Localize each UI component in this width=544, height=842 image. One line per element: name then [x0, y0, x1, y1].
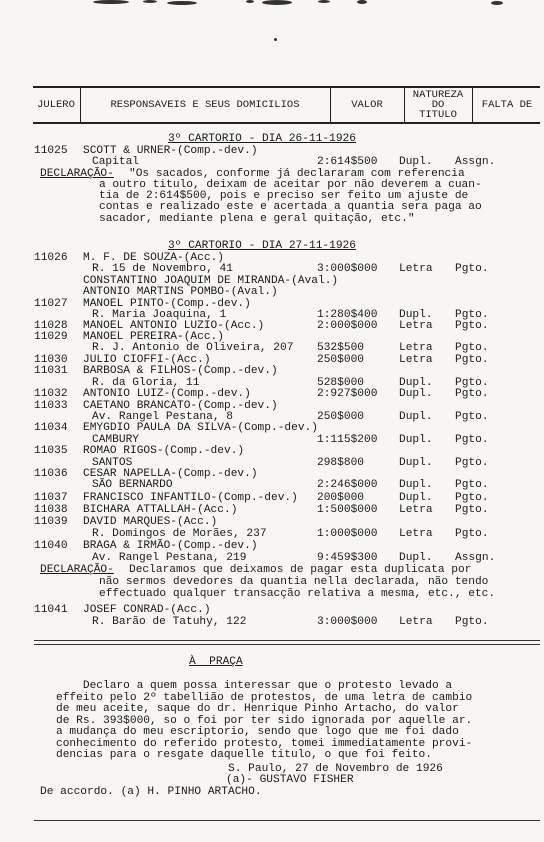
entry-nature: Dupl. — [399, 434, 433, 446]
entry-number: 11029 — [34, 331, 68, 343]
entry-responsible: SCOTT & URNER-(Comp.-dev.) — [83, 145, 258, 157]
entry-number: 11036 — [34, 468, 68, 480]
declaration-text: Declaramos que deixamos de pagar esta duplicata por — [129, 564, 472, 576]
entry-status: Assgn. — [455, 156, 496, 168]
table-header — [33, 86, 540, 124]
entry-responsible: Av. Rangel Pestana, 219 — [92, 552, 247, 564]
praca-body-line: de Rs. 393$000, so o foi por ter sido ignorada por aquelle ar. — [56, 714, 473, 727]
entry-status: Pgto. — [455, 492, 489, 504]
entry-value: 528$000 — [317, 377, 364, 389]
declaration-label: DECLARAÇÃO- — [40, 564, 114, 576]
praca-body-line: dencias para o resgate daquelle titulo, o que foi feito. — [56, 749, 432, 761]
entry-responsible: SANTOS — [92, 457, 133, 469]
entry-responsible: BARBOSA & FILHOS-(Comp.-dev.) — [83, 365, 278, 377]
entry-responsible: MANOEL PINTO-(Comp.-dev.) — [83, 298, 251, 310]
entry-number: 11028 — [34, 320, 68, 332]
praca-heading: À PRAÇA — [189, 656, 243, 668]
entry-value: 250$000 — [317, 354, 364, 366]
entry-number: 11037 — [34, 492, 68, 504]
entry-status: Pgto. — [455, 616, 489, 628]
divider — [34, 640, 540, 641]
declaration-text: sacador, mediante plena e geral quitação, etc." — [99, 213, 415, 225]
entry-status: Pgto. — [455, 411, 489, 423]
entry-responsible: R. Domingos de Morães, 237 — [92, 528, 267, 540]
entry-status: Pgto. — [455, 504, 489, 516]
entry-nature: Letra — [399, 354, 433, 366]
entry-responsible: R. 15 de Novembro, 41 — [92, 263, 233, 275]
entry-number: 11032 — [34, 388, 68, 400]
entry-responsible: Capital — [92, 156, 139, 168]
place-date: S. Paulo, 27 de Novembro de 1926 — [228, 763, 443, 775]
entry-responsible: CAMBURY — [92, 434, 139, 446]
entry-number: 11033 — [34, 400, 68, 412]
entry-responsible: CAETANO BRANCATO-(Comp.-dev.) — [83, 400, 278, 412]
entry-number: 11041 — [34, 604, 68, 616]
entry-value: 2:000$000 — [317, 320, 378, 332]
entry-status: Pgto. — [455, 457, 489, 469]
declaration-text: "Os sacados, conforme já declararam com referencia — [129, 168, 465, 180]
praca-body-line: effeito pelo 2º tabellião de protestos, de uma letra de cambio — [56, 691, 473, 704]
entry-number: 11026 — [34, 252, 68, 264]
entry-value: 200$000 — [317, 492, 364, 504]
entry-responsible: FRANCISCO INFANTILO-(Comp.-dev.) — [83, 492, 298, 504]
entry-value: 9:459$300 — [317, 552, 378, 564]
header-falta: FALTA DE — [481, 99, 533, 111]
entry-number: 11025 — [34, 145, 68, 157]
entry-status: Pgto. — [455, 342, 489, 354]
entry-value: 3:000$000 — [317, 616, 378, 628]
praca-body-line: Declaro a quem possa interessar que o protesto levado a — [56, 680, 453, 692]
section-heading: 3º CARTORIO - DIA 26-11-1926 — [168, 133, 356, 145]
declaration-text: não sermos devedores da quantia nella declarada, não tendo — [99, 576, 489, 588]
praca-body-line: de meu aceite, saque do dr. Henrique Pinho Artacho, do valor — [56, 703, 459, 715]
entry-value: 250$000 — [317, 411, 364, 423]
entry-nature: Letra — [399, 528, 433, 540]
declaration-text: effectuado qualquer transacção relativa a mesma, etc., etc. — [99, 588, 496, 600]
entry-responsible: CONSTANTINO JOAQUIM DE MIRANDA-(Aval.) — [83, 275, 339, 287]
signature: (a)- GUSTAVO FISHER — [226, 774, 354, 786]
entry-responsible: M. F. DE SOUZA-(Acc.) — [83, 252, 224, 264]
praca-body-line: a mudança do meu escriptorio, sendo que logo que me foi dado — [56, 726, 459, 738]
entry-responsible: ANTONIO LUIZ-(Comp.-dev.) — [83, 388, 251, 400]
entry-value: 2:614$500 — [317, 156, 378, 168]
entry-responsible: R. Maria Joaquina, 1 — [92, 309, 227, 321]
entry-value: 2:927$000 — [317, 388, 378, 400]
entry-nature: Dupl. — [399, 457, 433, 469]
entry-responsible: ANTONIO MARTINS POMBO-(Aval.) — [83, 286, 278, 298]
entry-responsible: SÃO BERNARDO — [92, 479, 173, 491]
entry-value: 1:500$000 — [317, 504, 378, 516]
entry-responsible: JOSEF CONRAD-(Acc.) — [83, 604, 211, 616]
entry-responsible: CESAR NAPELLA-(Comp.-dev.) — [83, 468, 258, 480]
entry-nature: Letra — [399, 342, 433, 354]
entry-value: 1:115$200 — [317, 434, 378, 446]
header-responsaveis: RESPONSAVEIS E SEUS DOMICILIOS — [110, 99, 300, 111]
entry-responsible: ROMAO RIGOS-(Comp.-dev.) — [83, 445, 245, 457]
entry-status: Pgto. — [455, 434, 489, 446]
entry-nature: Dupl. — [399, 377, 433, 389]
entry-responsible: R. Barão de Tatuhy, 122 — [92, 616, 247, 628]
entry-status: Pgto. — [455, 263, 489, 275]
entry-value: 2:246$000 — [317, 479, 378, 491]
entry-number: 11034 — [34, 422, 68, 434]
entry-responsible: EMYGDIO PAULA DA SILVA-(Comp.-dev.) — [83, 422, 318, 434]
entry-responsible: R. da Gloria, 11 — [92, 377, 200, 389]
entry-responsible: BRAGA & IRMÃO-(Comp.-dev.) — [83, 540, 258, 552]
entry-nature: Dupl. — [399, 309, 433, 321]
entry-nature: Dupl. — [399, 492, 433, 504]
entry-status: Pgto. — [455, 309, 489, 321]
entry-number: 11027 — [34, 298, 68, 310]
entry-status: Pgto. — [455, 320, 489, 332]
entry-nature: Letra — [399, 616, 433, 628]
entry-status: Pgto. — [455, 479, 489, 491]
header-natureza: NATUREZA DO TITULO — [412, 89, 464, 121]
entry-value: 532$500 — [317, 342, 364, 354]
declaration-text: tia de 2:614$500, pois e preciso ser feito um ajuste de — [99, 190, 469, 202]
entry-status: Assgn. — [455, 552, 496, 564]
entry-value: 1:280$400 — [317, 309, 378, 321]
entry-status: Pgto. — [455, 388, 489, 400]
entry-value: 1:000$000 — [317, 528, 378, 540]
declaration-label: DECLARAÇÃO- — [40, 168, 114, 180]
divider — [34, 820, 540, 821]
header-valor: VALOR — [351, 99, 383, 111]
entry-number: 11040 — [34, 540, 68, 552]
entry-responsible: Av. Rangel Pestana, 8 — [92, 411, 233, 423]
entry-nature: Dupl. — [399, 388, 433, 400]
entry-number: 11031 — [34, 365, 68, 377]
entry-nature: Letra — [399, 504, 433, 516]
entry-status: Pgto. — [455, 377, 489, 389]
entry-responsible: MANOEL PEREIRA-(Acc.) — [83, 331, 224, 343]
entry-value: 3:000$000 — [317, 263, 378, 275]
divider — [34, 644, 540, 645]
entry-nature: Dupl. — [399, 411, 433, 423]
entry-value: 298$800 — [317, 457, 364, 469]
entry-nature: Letra — [399, 320, 433, 332]
entry-nature: Dupl. — [399, 552, 433, 564]
entry-status: Pgto. — [455, 528, 489, 540]
entry-responsible: DAVID MARQUES-(Acc.) — [83, 516, 218, 528]
section-heading: 3º CARTORIO - DIA 27-11-1926 — [168, 240, 356, 252]
entry-status: Pgto. — [455, 354, 489, 366]
entry-number: 11030 — [34, 354, 68, 366]
agreement: De accordo. (a) H. PINHO ARTACHO. — [40, 786, 262, 798]
declaration-text: contas e realizado este e acertada a quantia sera paga ao — [99, 201, 482, 213]
entry-number: 11038 — [34, 504, 68, 516]
entry-nature: Dupl. — [399, 479, 433, 491]
entry-responsible: R. J. Antonio de Oliveira, 207 — [92, 342, 294, 354]
entry-nature: Dupl. — [399, 156, 433, 168]
entry-nature: Letra — [399, 263, 433, 275]
entry-responsible: JULIO CIOFFI-(Acc.) — [83, 354, 211, 366]
entry-responsible: MANOEL ANTONIO LUZIO-(Acc.) — [83, 320, 265, 332]
entry-responsible: BICHARA ATTALLAH-(Acc.) — [83, 504, 238, 516]
praca-body-line: conhecimento do referido protesto, tomei immediatamente provi- — [56, 737, 473, 750]
entry-number: 11039 — [34, 516, 68, 528]
declaration-text: a outro titulo, deixam de aceitar por não deverem a cuan- — [99, 179, 482, 191]
header-numero: JULERO — [37, 99, 75, 111]
entry-number: 11035 — [34, 445, 68, 457]
